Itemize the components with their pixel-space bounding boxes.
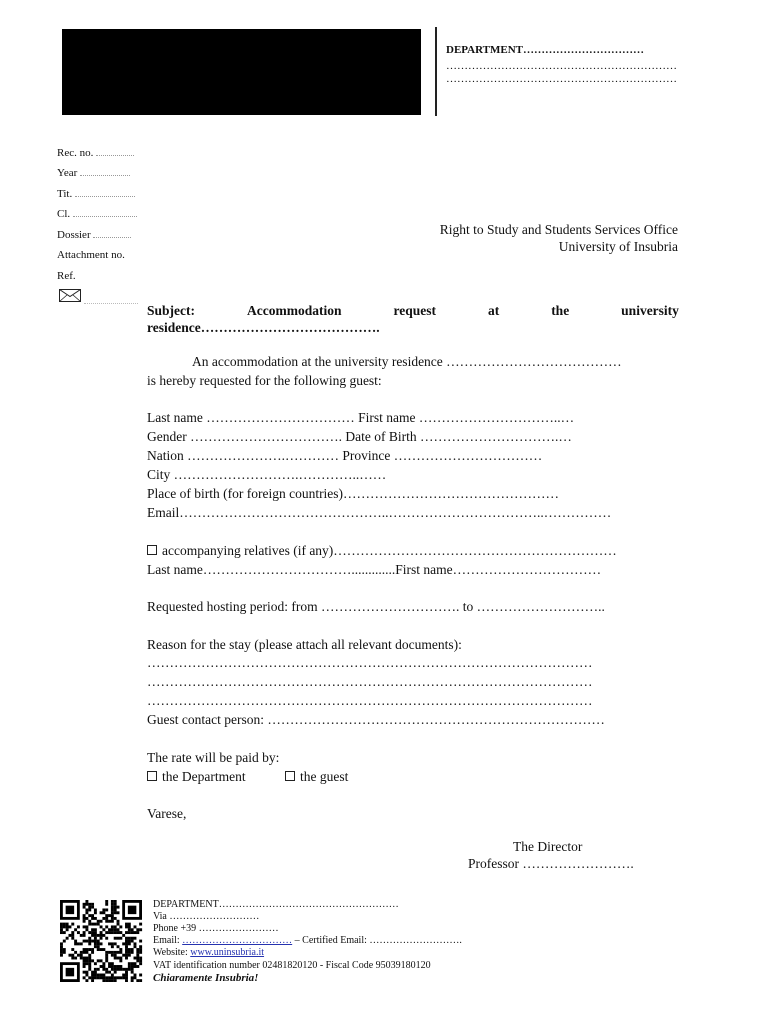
hosting-period-field: Requested hosting period: from …………………………. to ………………………..	[147, 599, 605, 614]
option-guest: the guest	[285, 769, 348, 785]
department-dots-line-2: ………………………………………………………	[446, 73, 677, 85]
subject-word: university	[621, 303, 679, 318]
footer-via: Via ………………………	[153, 911, 260, 922]
ref-field: Ref.	[57, 270, 76, 282]
guest-contact-field: Guest contact person: …………………………………………………………………	[147, 712, 605, 727]
gender-dob-field: Gender ……………………………. Date of Birth ………………………….…	[147, 429, 572, 444]
department-line: DEPARTMENT……………………………	[446, 44, 645, 56]
envelope-icon	[59, 289, 81, 302]
nation-province-field: Nation ………………….………… Province ……………………………	[147, 448, 543, 463]
department-checkbox	[147, 771, 157, 781]
subject-continuation: residence………………………………….	[147, 320, 380, 335]
option-department: the Department	[147, 769, 246, 785]
reason-line-2: ………………………………………………………………………………………	[147, 674, 593, 689]
subject-word: at	[487, 303, 500, 318]
footer-website-link[interactable]: www.uninsubria.it	[190, 947, 265, 958]
reason-line-3: ………………………………………………………………………………………	[147, 693, 593, 708]
footer-email-link[interactable]: ……………………………	[182, 935, 293, 946]
director-label: The Director	[513, 839, 583, 854]
footer-slogan: Chiaramente Insubria!	[153, 972, 259, 984]
logo-redacted-block	[62, 29, 421, 115]
cl-field: Cl.	[57, 208, 137, 220]
header-divider	[435, 27, 437, 116]
reason-label: Reason for the stay (please attach all relevant documents):	[147, 637, 462, 652]
request-line-2: is hereby requested for the following guest:	[147, 373, 382, 388]
qr-code	[60, 900, 146, 982]
city-field: City ……………………….…………..……	[147, 467, 387, 482]
subject-word: Accommodation	[246, 303, 342, 318]
subject-line	[147, 303, 679, 319]
dossier-field: Dossier	[57, 229, 131, 241]
footer-department: DEPARTMENT………………………………………………	[153, 899, 399, 910]
footer-email: Email: …………………………… – Certified Email: ……………………….	[153, 935, 462, 946]
email-field: Email………………………………………..……………………………..……………	[147, 505, 612, 520]
place-label: Varese,	[147, 806, 187, 821]
university-name: University of Insubria	[558, 239, 678, 254]
relatives-names-field: Last name…………………………….............First name……………………………	[147, 562, 602, 577]
footer-website: Website: www.uninsubria.it	[153, 947, 265, 958]
footer-vat: VAT identification number 02481820120 - Fiscal Code 95039180120	[153, 960, 431, 971]
reason-line-1: ………………………………………………………………………………………	[147, 655, 593, 670]
attachment-no-field: Attachment no.	[57, 249, 125, 261]
mail-reference-line	[84, 303, 138, 304]
tit-field: Tit.	[57, 188, 135, 200]
relatives-checkbox	[147, 545, 157, 555]
request-line-1: An accommodation at the university residence …………………………………	[192, 354, 622, 369]
rate-paid-by-label: The rate will be paid by:	[147, 750, 280, 765]
last-first-name-field: Last name …………………………… First name …………………………..…	[147, 410, 575, 425]
footer-phone: Phone +39 ……………………	[153, 923, 279, 934]
year-field: Year	[57, 167, 130, 179]
guest-checkbox	[285, 771, 295, 781]
subject-word: the	[551, 303, 570, 318]
rec-no-field: Rec. no.	[57, 147, 134, 159]
department-dots-line-1: ………………………………………………………	[446, 60, 677, 72]
relatives-field: accompanying relatives (if any)………………………………………………………	[147, 543, 617, 559]
subject-word: Subject:	[147, 303, 195, 318]
professor-signature: Professor …………………….	[468, 856, 634, 871]
place-of-birth-field: Place of birth (for foreign countries)…………………………………………	[147, 486, 560, 501]
office-name: Right to Study and Students Services Office	[439, 222, 678, 237]
subject-word: request	[393, 303, 436, 318]
